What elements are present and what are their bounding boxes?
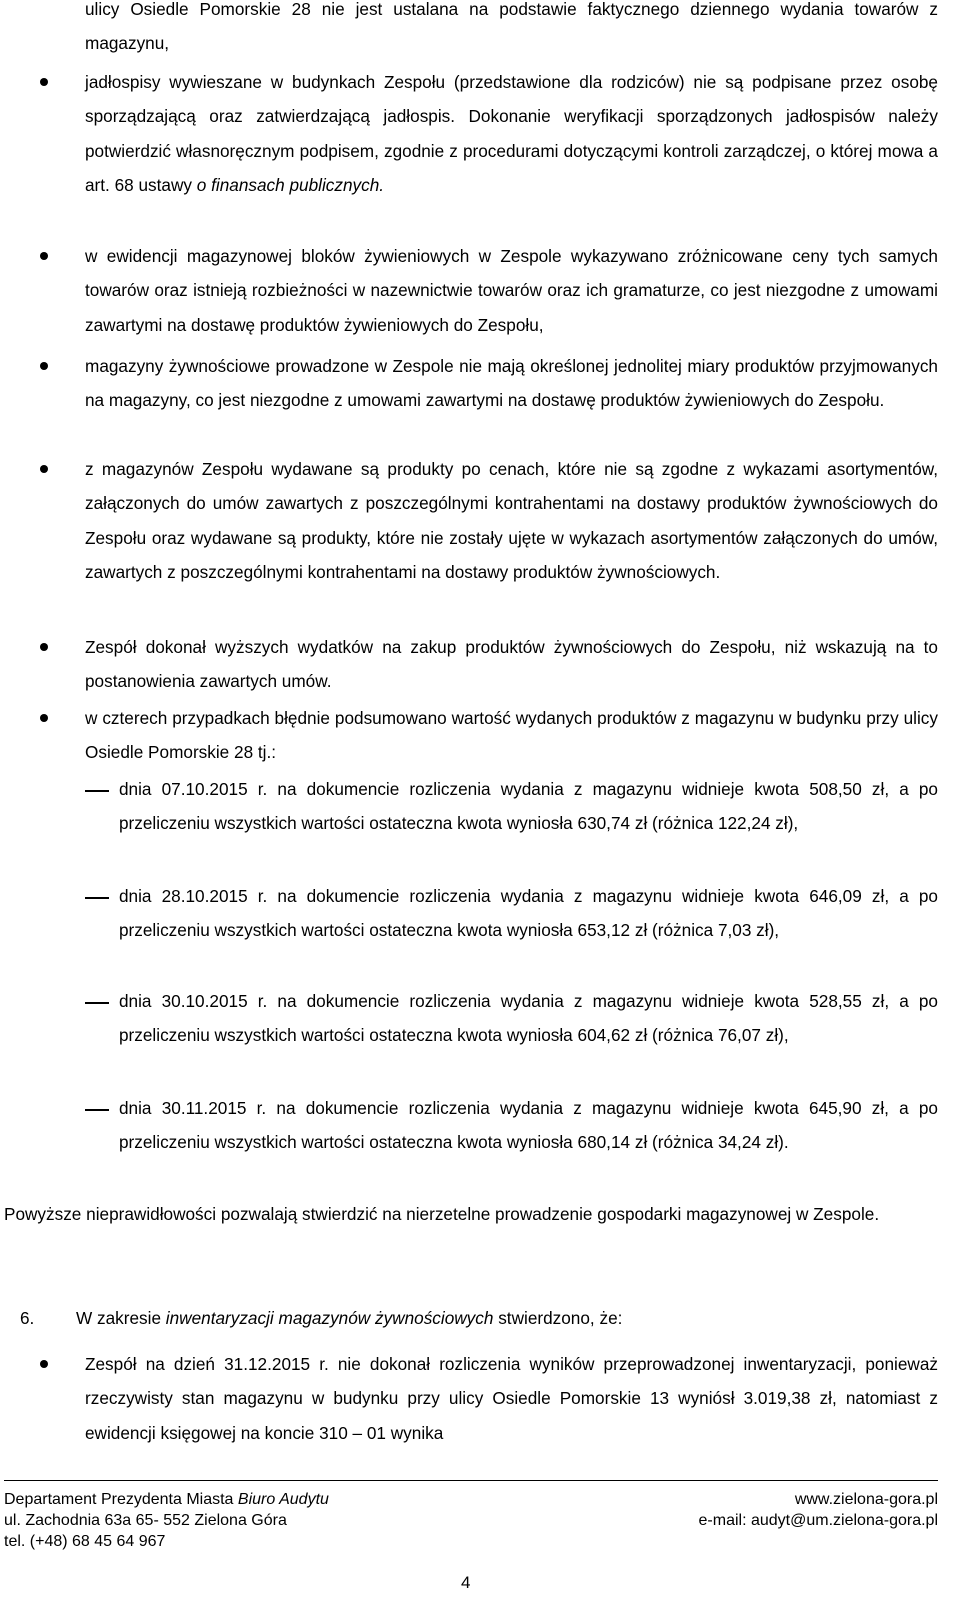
dash-mark <box>85 1109 109 1111</box>
continuation-paragraph: ulicy Osiedle Pomorskie 28 nie jest ustalana na podstawie faktycznego dziennego wydania towarów z magazynu, <box>85 0 938 54</box>
bullet-text: jadłospisy wywieszane w budynkach Zespołu (przedstawione dla rodziców) nie są podpisane przez osobę sporządzającą oraz zatwierdzającą jadłospis. Dokonanie weryfikacji sporządzonych jadłospisów należy potwierdzić własnoręcznym podpisem, zgodnie z procedurami dotyczącymi kontroli zarządczej, o której mowa a art. 68 ustawy <box>85 72 938 195</box>
section-heading <box>76 1301 938 1335</box>
bullet-dot <box>40 362 48 370</box>
dash-mark <box>85 897 109 899</box>
bullet-dot <box>40 1360 48 1368</box>
bullet-item-expenses: Zespół dokonał wyższych wydatków na zakup produktów żywnościowych do Zespołu, niż wskazują na to postanowienia zawartych umów. <box>85 637 938 692</box>
bullet-dot <box>40 714 48 722</box>
footer-website[interactable]: www.zielona-gora.pl <box>794 1491 938 1508</box>
dash-item: dnia 07.10.2015 r. na dokumencie rozliczenia wydania z magazynu widnieje kwota 508,50 zł, a po przeliczeniu wszystkich wartości ostateczna kwota wyniosła 630,74 zł (różnica 122,24 zł), <box>119 779 938 834</box>
dash-item: dnia 30.10.2015 r. na dokumencie rozliczenia wydania z magazynu widnieje kwota 528,55 zł, a po przeliczeniu wszystkich wartości ostateczna kwota wyniosła 604,62 zł (różnica 76,07 zł), <box>119 991 938 1046</box>
bullet-item-menus <box>85 65 938 202</box>
footer-phone: tel. (+48) 68 45 64 967 <box>4 1533 166 1550</box>
dash-mark <box>85 1002 109 1004</box>
bullet-dot <box>40 78 48 86</box>
section-heading-italic: inwentaryzacji magazynów żywnościowych <box>165 1308 494 1328</box>
dash-mark <box>85 790 109 792</box>
bullet-item-summations: w czterech przypadkach błędnie podsumowano wartość wydanych produktów z magazynu w budynku przy ulicy Osiedle Pomorskie 28 tj.: <box>85 708 938 763</box>
bullet-dot <box>40 465 48 473</box>
bullet-item-measures: magazyny żywnościowe prowadzone w Zespole nie mają określonej jednolitej miary produktów przyjmowanych na magazyny, co jest niezgodne z umowami zawartymi na dostawę produktów żywieniowych do Zespołu. <box>85 356 938 411</box>
section-heading-suffix: stwierdzono, że: <box>493 1308 623 1328</box>
footer-divider <box>4 1480 938 1481</box>
footer-dept-text: Departament Prezydenta Miasta <box>4 1491 238 1508</box>
dash-item: dnia 28.10.2015 r. na dokumencie rozliczenia wydania z magazynu widnieje kwota 646,09 zł, a po przeliczeniu wszystkich wartości ostateczna kwota wyniosła 653,12 zł (różnica 7,03 zł), <box>119 886 938 941</box>
footer-department <box>4 1490 329 1510</box>
footer-address: ul. Zachodnia 63a 65- 552 Zielona Góra <box>4 1512 287 1529</box>
section-heading-prefix: W zakresie <box>76 1308 166 1328</box>
bullet-item-assortment: z magazynów Zespołu wydawane są produkty po cenach, które nie są zgodne z wykazami asortymentów, załączonych do umów zawartych z poszczególnymi kontrahentami na dostawy produktów żywnościowych do Zespołu oraz wydawane są produkty, które nie zostały ujęte w wykazach asortymentów załączonych do umów, zawartych z poszczególnymi kontrahentami na dostawy produktów żywnościowych. <box>85 459 938 582</box>
footer-dept-italic: Biuro Audytu <box>237 1491 329 1508</box>
bullet-dot <box>40 252 48 260</box>
bullet-item-prices: w ewidencji magazynowej bloków żywieniowych w Zespole wykazywano zróżnicowane ceny tych samych towarów oraz istnieją rozbieżności w nazewnictwie towarów oraz ich gramaturze, co jest niezgodne z umowami zawartymi na dostawę produktów żywieniowych do Zespołu, <box>85 246 938 335</box>
footer-email[interactable]: e-mail: audyt@um.zielona-gora.pl <box>698 1512 938 1529</box>
bullet-dot <box>40 643 48 651</box>
page-number: 4 <box>461 1573 471 1592</box>
section-number: 6. <box>20 1308 35 1328</box>
bullet-item-inventory: Zespół na dzień 31.12.2015 r. nie dokonał rozliczenia wyników przeprowadzonej inwentaryzacji, ponieważ rzeczywisty stan magazynu w budynku przy ulicy Osiedle Pomorskie 13 wyniósł 3.019,38 zł, natomiast z ewidencji księgowej na koncie 310 – 01 wynika <box>85 1354 938 1443</box>
law-title: o finansach publicznych. <box>196 174 385 195</box>
dash-item: dnia 30.11.2015 r. na dokumencie rozliczenia wydania z magazynu widnieje kwota 645,90 zł, a po przeliczeniu wszystkich wartości ostateczna kwota wyniosła 680,14 zł (różnica 34,24 zł). <box>119 1098 938 1153</box>
summary-paragraph: Powyższe nieprawidłowości pozwalają stwierdzić na nierzetelne prowadzenie gospodarki magazynowej w Zespole. <box>4 1204 880 1224</box>
